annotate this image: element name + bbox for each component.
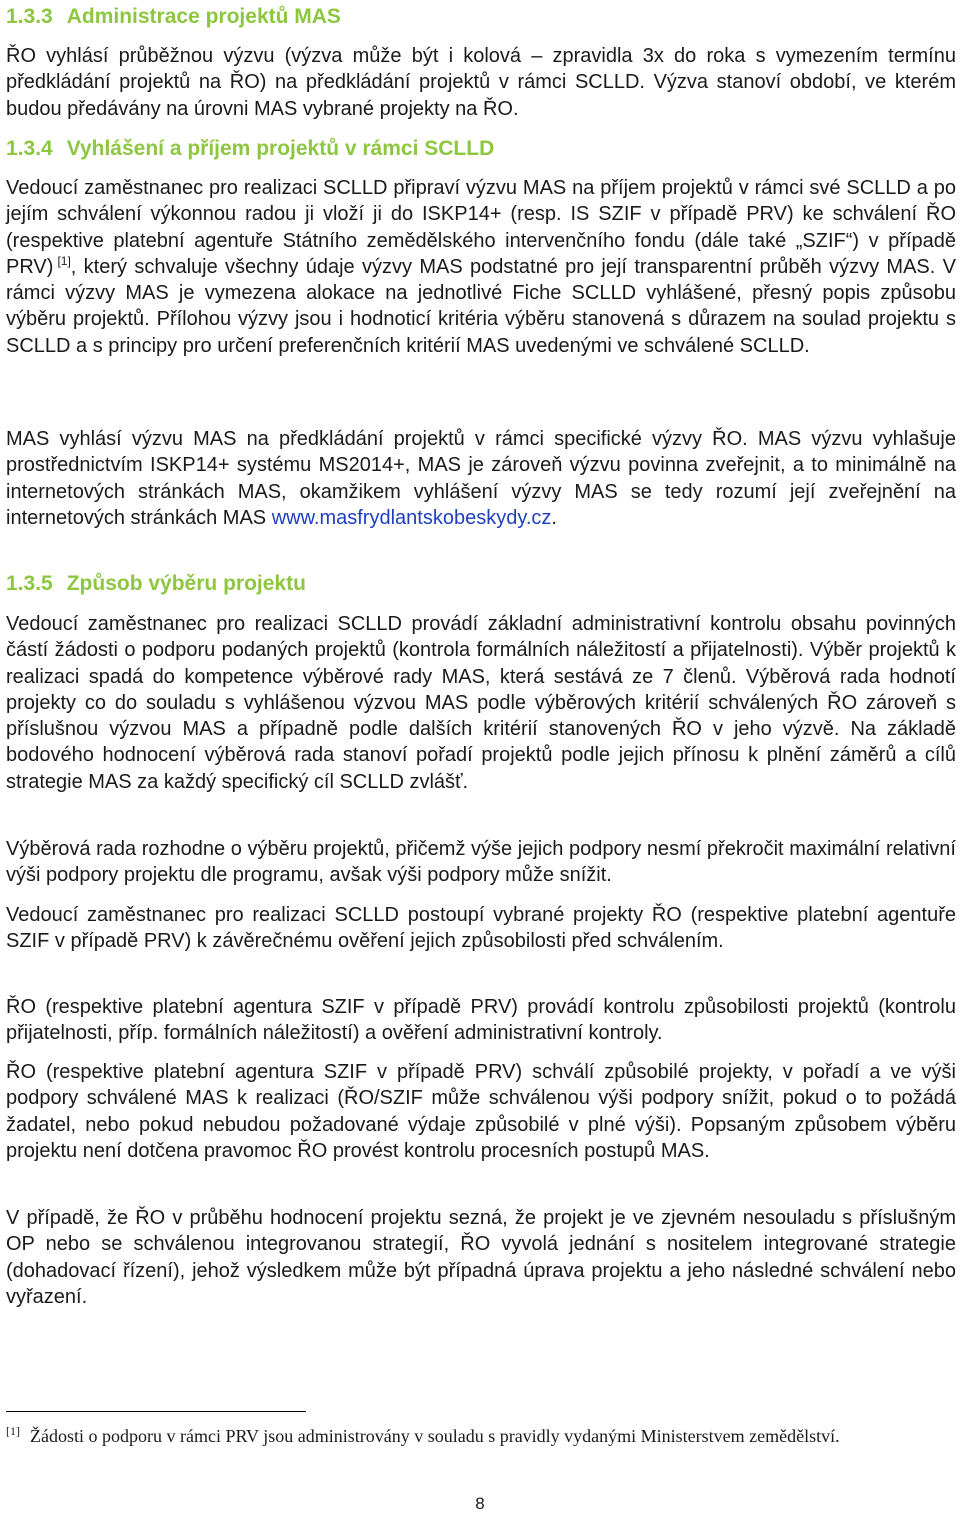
paragraph: ŘO (respektive platební agentura SZIF v případě PRV) provádí kontrolu způsobilosti projektů (kontrolu přijatelnosti, příp. formálních náležitostí) a ověření administrativní kontroly.: [6, 996, 956, 1045]
paragraph: ŘO (respektive platební agentura SZIF v případě PRV) schválí způsobilé projekty, v pořadí a ve výši podpory schválené MAS k realizaci (ŘO/SZIF může schválenou výši podpory snížit, pokud o to požádá žadatel, nebo pokud nebudou požadované výdaje způsobilé v plné výši). Popsaným způsobem výběru projektu není dotčena pravomoc ŘO provést kontrolu procesních postupů MAS.: [6, 1061, 956, 1162]
footnote-separator: [6, 1411, 306, 1412]
section-heading-1-3-5: [6, 571, 306, 597]
section-number: 1.3.5: [6, 572, 53, 595]
paragraph: [6, 426, 956, 531]
paragraph: Vedoucí zaměstnanec pro realizaci SCLLD postoupí vybrané projekty ŘO (respektive platební agentuře SZIF v případě PRV) k závěrečnému ověření jejich způsobilosti před schválením.: [6, 904, 956, 953]
paragraph-end: .: [551, 506, 557, 529]
paragraph: [6, 175, 956, 359]
section-title: Způsob výběru projektu: [66, 572, 306, 595]
section-title: Vyhlášení a příjem projektů v rámci SCLLD: [66, 137, 495, 160]
footnote-reference[interactable]: [1]: [57, 253, 71, 268]
paragraph: Výběrová rada rozhodne o výběru projektů, přičemž výše jejich podpory nesmí překročit maximální relativní výši podpory projektu dle programu, avšak výši podpory může snížit.: [6, 838, 956, 887]
paragraph-text: Vedoucí zaměstnanec pro realizaci SCLLD připraví výzvu MAS na příjem projektů v rámci své SCLLD a po jejím schválení výkonnou radou ji vloží ji do ISKP14+ (resp. IS SZIF v případě PRV) ke schválení ŘO (respektive platební agentuře Státního zemědělského intervenčního fondu (dále také „SZIF“) v případě PRV): [6, 177, 956, 278]
footnote-marker: [1]: [6, 1424, 20, 1438]
page-number: 8: [475, 1494, 485, 1513]
paragraph: ŘO vyhlásí průběžnou výzvu (výzva může být i kolová – zpravidla 3x do roka s vymezením termínu předkládání projektů na ŘO) na předkládání projektů v rámci SCLLD. Výzva stanoví období, ve kterém budou předávány na úrovni MAS vybrané projekty na ŘO.: [6, 45, 956, 120]
paragraph: Vedoucí zaměstnanec pro realizaci SCLLD provádí základní administrativní kontrolu obsahu povinných částí žádosti o podporu podaných projektů (kontrola formálních náležitostí a přijatelnosti). Výběr projektů k realizaci spadá do kompetence výběrové rady MAS, která sestává ze 7 členů. Výběrová rada hodnotí projekty co do souladu s vyhlášenou výzvou MAS podle výběrových kritérií schválených ŘO zároveň s příslušnou výzvou MAS a případně podle dalších kritérií stanovených ŘO v jeho výzvě. Na základě bodového hodnocení výběrová rada stanoví pořadí projektů podle jejich přínosu k plnění záměrů a cílů strategie MAS za každý specifický cíl SCLLD zvlášť.: [6, 613, 956, 793]
section-heading-1-3-3: [6, 4, 341, 30]
paragraph-text: MAS vyhlásí výzvu MAS na předkládání projektů v rámci specifické výzvy ŘO. MAS výzvu vyhlašuje prostřednictvím ISKP14+ systému MS2014+, MAS je zároveň výzvu povinna zveřejnit, a to minimálně na internetových stránkách MAS, okamžikem vyhlášení výzvy MAS se tedy rozumí její zveřejnění na internetových stránkách MAS: [6, 428, 956, 529]
website-link[interactable]: www.masfrydlantskobeskydy.cz: [271, 506, 552, 529]
paragraph: V případě, že ŘO v průběhu hodnocení projektu sezná, že projekt je ve zjevném nesouladu s příslušným OP nebo se schválenou integrovanou strategií, ŘO vyvolá jednání s nositelem integrované strategie (dohadovací řízení), jehož výsledkem může být případná úprava projektu a jeho následné schválení nebo vyřazení.: [6, 1207, 956, 1308]
section-number: 1.3.3: [6, 5, 53, 28]
paragraph-text: , který schvaluje všechny údaje výzvy MAS podstatné pro její transparentní průběh výzvy MAS. V rámci výzvy MAS je vymezena alokace na jednotlivé Fiche SCLLD vyhlášené, přesný popis způsobu výběru projektů. Přílohou výzvy jsou i hodnoticí kritéria výběru stanovená s důrazem na soulad projektu s SCLLD a s principy pro určení preferenčních kritérií MAS uvedenými ve schválené SCLLD.: [6, 255, 956, 357]
section-title: Administrace projektů MAS: [66, 5, 341, 28]
footnote-text: Žádosti o podporu v rámci PRV jsou administrovány v souladu s pravidly vydanými Ministerstvem zemědělství.: [30, 1426, 840, 1446]
footnote: [6, 1424, 956, 1448]
section-heading-1-3-4: [6, 136, 494, 162]
section-number: 1.3.4: [6, 137, 53, 160]
